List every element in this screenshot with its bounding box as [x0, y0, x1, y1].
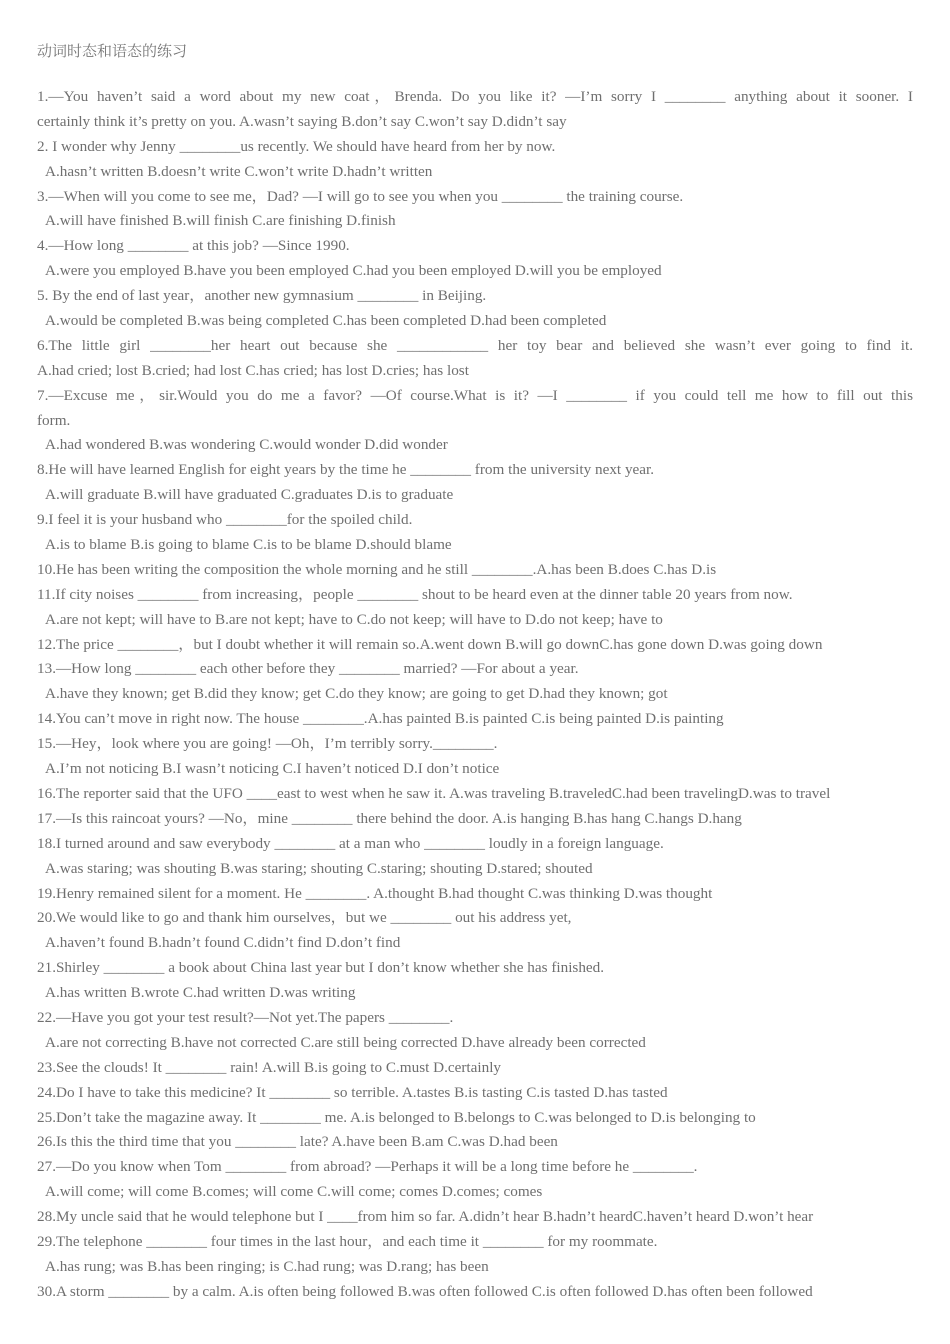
question-line: 23.See the clouds! It ________ rain! A.will B.is going to C.must D.certainly: [37, 1058, 502, 1076]
question-line: 28.My uncle said that he would telephone but I ____from him so far. A.didn’t hear B.hadn’t heardC.haven’t heard D.won’t hear: [37, 1208, 814, 1226]
answer-options-line: A.had wondered B.was wondering C.would wonder D.did wonder: [45, 436, 448, 454]
question-line: 25.Don’t take the magazine away. It ________ me. A.is belonged to B.belongs to C.was belonged to D.is belonging to: [37, 1108, 756, 1126]
answer-options-line: A.will have finished B.will finish C.are finishing D.finish: [45, 212, 396, 230]
question-line: 19.Henry remained silent for a moment. He ________. A.thought B.had thought C.was thinking D.was thought: [37, 884, 713, 902]
question-line: 21.Shirley ________ a book about China last year but I don’t know whether she has finished.: [37, 959, 605, 977]
question-line: certainly think it’s pretty on you. A.wasn’t saying B.don’t say C.won’t say D.didn’t say: [37, 112, 567, 130]
question-line: 4.—How long ________ at this job? —Since 1990.: [37, 237, 350, 255]
question-line: 29.The telephone ________ four times in the last hour，and each time it ________ for my roommate.: [37, 1232, 658, 1250]
question-line: 17.—Is this raincoat yours? —No，mine ________ there behind the door. A.is hanging B.has hang C.hangs D.hang: [37, 809, 742, 827]
answer-options-line: A.are not kept; will have to B.are not kept; have to C.do not keep; will have to D.do not keep; have to: [45, 610, 663, 628]
question-line: form.: [37, 411, 71, 429]
question-line: 9.I feel it is your husband who ________for the spoiled child.: [37, 511, 413, 529]
question-line: 3.—When will you come to see me，Dad? —I will go to see you when you ________ the training course.: [37, 187, 684, 205]
question-line: 15.—Hey，look where you are going! —Oh，I’m terribly sorry.________.: [37, 735, 498, 753]
exercise-list: [37, 85, 913, 1305]
question-line: 16.The reporter said that the UFO ____east to west when he saw it. A.was traveling B.traveledC.had been travelingD.was to travel: [37, 784, 831, 802]
answer-options-line: A.have they known; get B.did they know; get C.do they know; are going to get D.had they known; got: [45, 685, 668, 703]
answer-options-line: A.has rung; was B.has been ringing; is C.had rung; was D.rang; has been: [45, 1257, 489, 1275]
question-line: A.had cried; lost B.cried; had lost C.has cried; has lost D.cries; has lost: [37, 361, 469, 379]
question-line: 5. By the end of last year，another new gymnasium ________ in Beijing.: [37, 287, 487, 305]
answer-options-line: A.were you employed B.have you been employed C.had you been employed D.will you be employed: [45, 262, 662, 280]
question-line: 18.I turned around and saw everybody ________ at a man who ________ loudly in a foreign language.: [37, 834, 664, 852]
question-line: 27.—Do you know when Tom ________ from abroad? —Perhaps it will be a long time before he ________.: [37, 1158, 698, 1176]
question-line: 1.—You haven’t said a word about my new coat，Brenda. Do you like it? —I’m sorry I ________ anything about it sooner. I: [37, 88, 913, 105]
question-line: 8.He will have learned English for eight years by the time he ________ from the university next year.: [37, 461, 655, 479]
question-line: 11.If city noises ________ from increasing，people ________ shout to be heard even at the dinner table 20 years from now.: [37, 585, 793, 603]
question-line: 26.Is this the third time that you ________ late? A.have been B.am C.was D.had been: [37, 1133, 558, 1151]
answer-options-line: A.was staring; was shouting B.was staring; shouting C.staring; shouting D.stared; shouted: [45, 859, 593, 877]
question-line: 30.A storm ________ by a calm. A.is often being followed B.was often followed C.is often followed D.has often been followed: [37, 1282, 813, 1300]
document-title: 动词时态和语态的练习: [37, 42, 188, 60]
question-line: 2. I wonder why Jenny ________us recently. We should have heard from her by now.: [37, 137, 556, 155]
answer-options-line: A.is to blame B.is going to blame C.is to be blame D.should blame: [45, 536, 452, 554]
answer-options-line: A.haven’t found B.hadn’t found C.didn’t find D.don’t find: [45, 934, 401, 952]
question-line: 24.Do I have to take this medicine? It ________ so terrible. A.tastes B.is tasting C.is tasted D.has tasted: [37, 1083, 668, 1101]
answer-options-line: A.hasn’t written B.doesn’t write C.won’t write D.hadn’t written: [45, 162, 433, 180]
answer-options-line: A.I’m not noticing B.I wasn’t noticing C.I haven’t noticed D.I don’t notice: [45, 760, 500, 778]
question-line: 22.—Have you got your test result?—Not yet.The papers ________.: [37, 1008, 454, 1026]
question-line: 7.—Excuse me，sir.Would you do me a favor? —Of course.What is it? —I ________ if you could tell me how to fill out this: [37, 386, 913, 404]
question-line: 6.The little girl ________her heart out because she ____________ her toy bear and believed she wasn’t ever going to find it.: [37, 336, 913, 354]
question-line: 13.—How long ________ each other before they ________ married? —For about a year.: [37, 660, 579, 678]
question-line: 14.You can’t move in right now. The house ________.A.has painted B.is painted C.is being painted D.is painting: [37, 710, 724, 728]
answer-options-line: A.will come; will come B.comes; will come C.will come; comes D.comes; comes: [45, 1183, 543, 1201]
question-line: 10.He has been writing the composition the whole morning and he still ________.A.has been B.does C.has D.is: [37, 560, 717, 578]
answer-options-line: A.has written B.wrote C.had written D.was writing: [45, 984, 356, 1002]
question-line: 20.We would like to go and thank him ourselves，but we ________ out his address yet,: [37, 909, 572, 927]
question-line: 12.The price ________，but I doubt whether it will remain so.A.went down B.will go downC.has gone down D.was going down: [37, 635, 823, 653]
answer-options-line: A.are not correcting B.have not corrected C.are still being corrected D.have already been corrected: [45, 1033, 646, 1051]
answer-options-line: A.would be completed B.was being completed C.has been completed D.had been completed: [45, 312, 607, 330]
answer-options-line: A.will graduate B.will have graduated C.graduates D.is to graduate: [45, 486, 454, 504]
